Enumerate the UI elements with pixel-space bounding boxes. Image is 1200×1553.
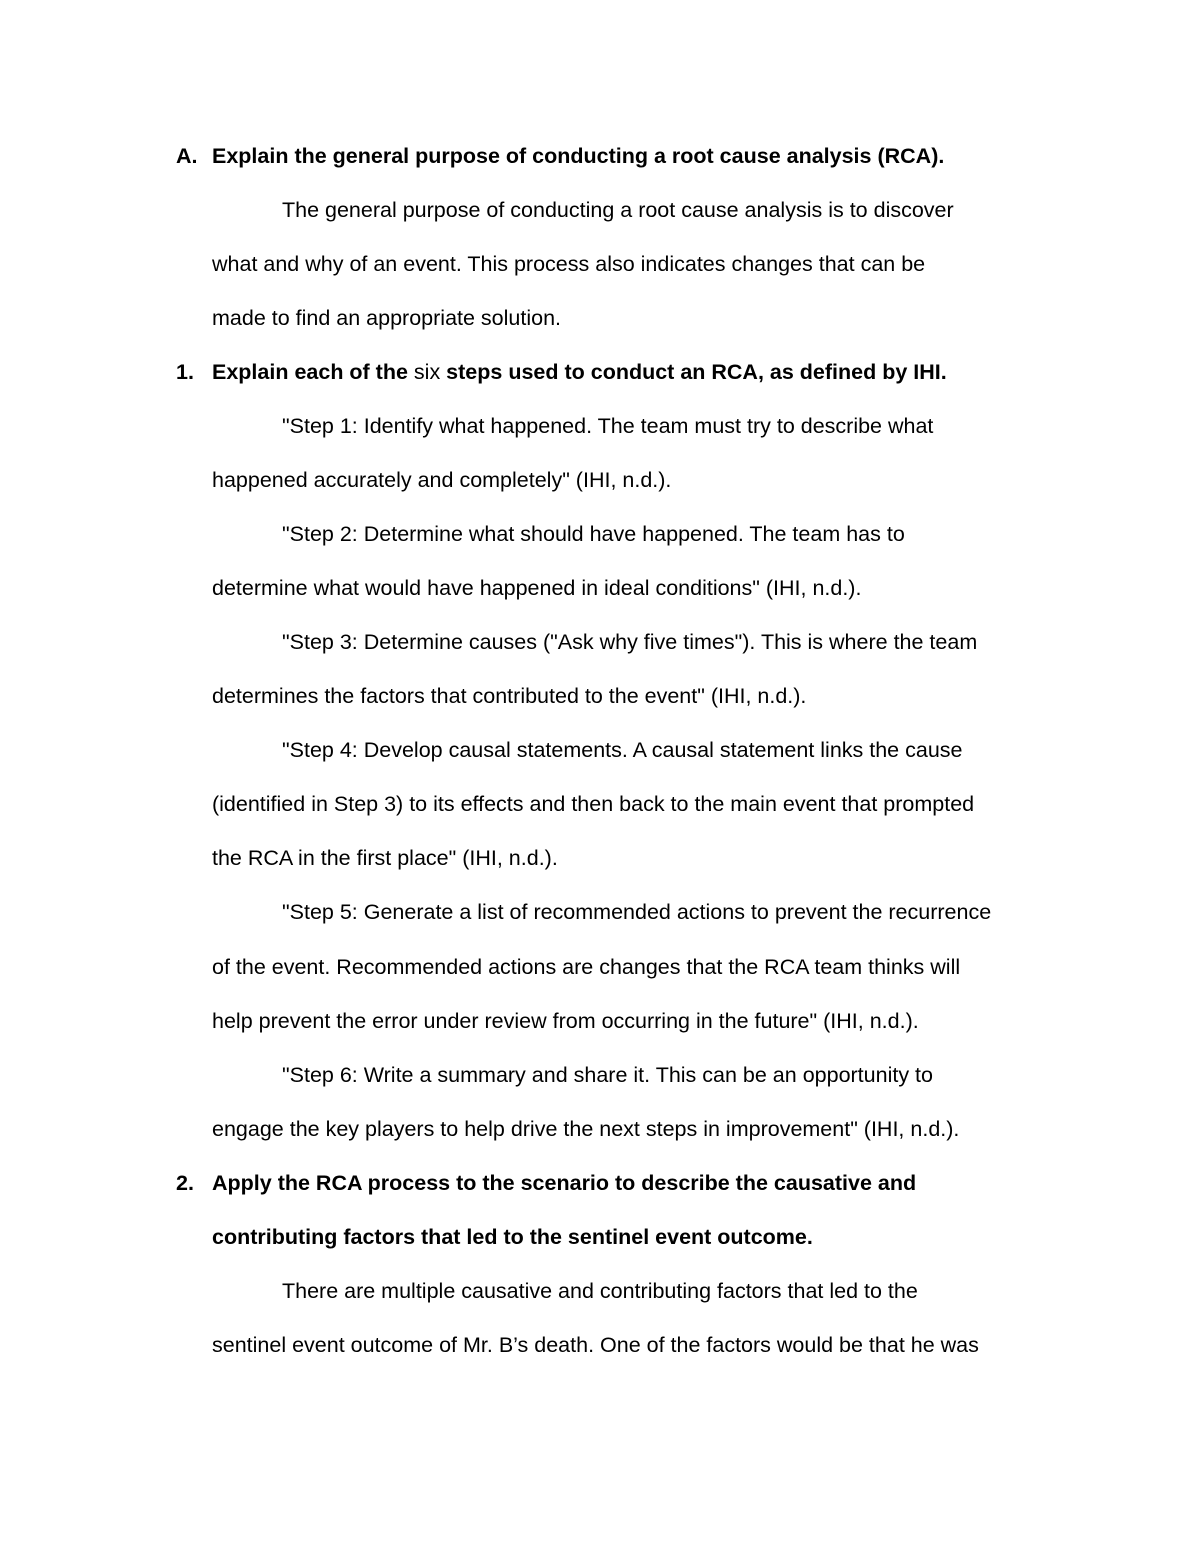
section-a-body-line: made to find an appropriate solution. bbox=[212, 306, 562, 330]
section-1-heading-pre: Explain each of the bbox=[212, 360, 414, 384]
step-1-line: happened accurately and completely" (IHI, n.d.). bbox=[212, 468, 672, 492]
section-1-marker: 1. bbox=[176, 360, 194, 384]
section-1-heading-six: six bbox=[413, 360, 441, 384]
section-a-marker: A. bbox=[176, 144, 198, 168]
step-4-line: (identified in Step 3) to its effects and then back to the main event that prompted bbox=[212, 792, 975, 816]
step-1-line: "Step 1: Identify what happened. The team must try to describe what bbox=[282, 414, 934, 438]
section-2-body-line: sentinel event outcome of Mr. B’s death. One of the factors would be that he was bbox=[212, 1333, 979, 1357]
step-4-line: the RCA in the first place" (IHI, n.d.). bbox=[212, 846, 558, 870]
step-6-line: "Step 6: Write a summary and share it. This can be an opportunity to bbox=[282, 1063, 933, 1087]
section-2-heading-line: Apply the RCA process to the scenario to describe the causative and bbox=[212, 1171, 917, 1195]
step-3-line: "Step 3: Determine causes ("Ask why five times"). This is where the team bbox=[282, 630, 978, 654]
step-5-line: "Step 5: Generate a list of recommended actions to prevent the recurrence bbox=[282, 900, 992, 924]
step-5-line: of the event. Recommended actions are changes that the RCA team thinks will bbox=[212, 955, 961, 979]
section-2-heading-line: contributing factors that led to the sentinel event outcome. bbox=[212, 1225, 813, 1249]
section-1-heading-post: steps used to conduct an RCA, as defined by IHI. bbox=[440, 360, 947, 384]
section-a-heading: Explain the general purpose of conducting a root cause analysis (RCA). bbox=[212, 144, 945, 168]
section-2-body-line: There are multiple causative and contributing factors that led to the bbox=[282, 1279, 918, 1303]
step-2-line: determine what would have happened in ideal conditions" (IHI, n.d.). bbox=[212, 576, 862, 600]
step-3-line: determines the factors that contributed to the event" (IHI, n.d.). bbox=[212, 684, 807, 708]
section-a-body-line: The general purpose of conducting a root cause analysis is to discover bbox=[282, 198, 954, 222]
section-2-marker: 2. bbox=[176, 1171, 194, 1195]
step-5-line: help prevent the error under review from occurring in the future" (IHI, n.d.). bbox=[212, 1009, 919, 1033]
step-4-line: "Step 4: Develop causal statements. A causal statement links the cause bbox=[282, 738, 963, 762]
step-6-line: engage the key players to help drive the next steps in improvement" (IHI, n.d.). bbox=[212, 1117, 960, 1141]
section-a-body-line: what and why of an event. This process also indicates changes that can be bbox=[212, 252, 926, 276]
section-1-heading bbox=[212, 358, 947, 386]
step-2-line: "Step 2: Determine what should have happened. The team has to bbox=[282, 522, 905, 546]
